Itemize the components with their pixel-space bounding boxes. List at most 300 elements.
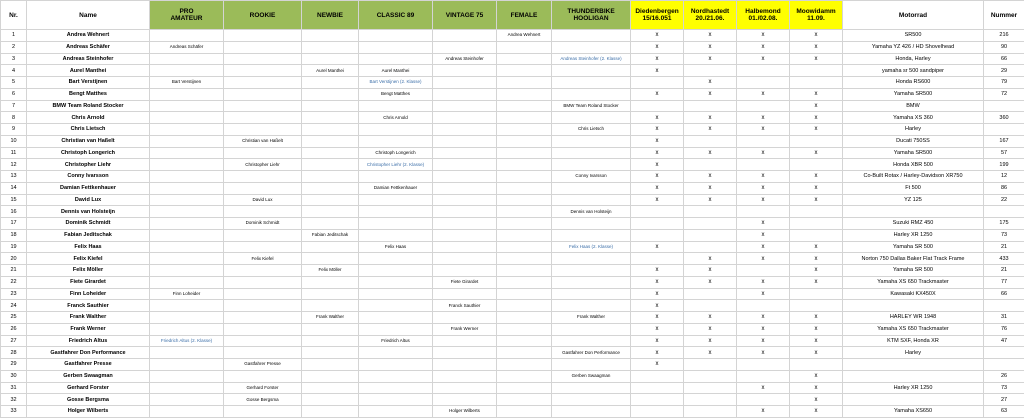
event-nordhastedt-cell: x <box>684 88 737 100</box>
event-nordhastedt-cell: x <box>684 77 737 89</box>
motorcycle-cell: YZ 125 <box>843 194 984 206</box>
class-thunderbike-hooligan-cell <box>552 323 631 335</box>
row-number-cell: 3 <box>1 53 27 65</box>
event-nordhastedt-cell: x <box>684 124 737 136</box>
event-halbemond-cell: x <box>737 147 790 159</box>
event-moowidamm-cell: x <box>790 265 843 277</box>
header-pro-amateur: PRO AMATEUR <box>150 1 224 30</box>
table-row <box>1 41 1024 53</box>
event-moowidamm-cell: x <box>790 100 843 112</box>
start-number-cell <box>984 100 1024 112</box>
event-halbemond-cell: x <box>737 194 790 206</box>
motorcycle-cell: Harley <box>843 124 984 136</box>
event-nordhastedt-cell: x <box>684 30 737 42</box>
class-thunderbike-hooligan-cell <box>552 253 631 265</box>
class-pro-amateur-cell <box>150 182 224 194</box>
event-diedenbergen-cell <box>631 100 684 112</box>
event-nordhastedt-cell <box>684 241 737 253</box>
start-number-cell: 31 <box>984 312 1024 324</box>
row-number-cell: 18 <box>1 229 27 241</box>
class-pro-amateur-cell <box>150 241 224 253</box>
rider-name-cell: Frank Walther <box>27 312 150 324</box>
table-row <box>1 265 1024 277</box>
event-nordhastedt-cell <box>684 406 737 418</box>
class-female-cell <box>497 206 552 218</box>
row-number-cell: 12 <box>1 159 27 171</box>
event-halbemond-cell <box>737 359 790 371</box>
table-row <box>1 147 1024 159</box>
table-row <box>1 100 1024 112</box>
class-female-cell <box>497 406 552 418</box>
motorcycle-cell: Yamaha XS 360 <box>843 112 984 124</box>
event-nordhastedt-cell <box>684 229 737 241</box>
class-pro-amateur-cell <box>150 323 224 335</box>
event-diedenbergen-cell: x <box>631 359 684 371</box>
motorcycle-cell: Co-Built Rotax / Harley-Davidson XR750 <box>843 171 984 183</box>
class-thunderbike-hooligan-cell <box>552 88 631 100</box>
class-newbie-cell <box>302 253 359 265</box>
class-pro-amateur-cell <box>150 112 224 124</box>
class-vintage-75-cell <box>433 359 497 371</box>
start-number-cell: 175 <box>984 218 1024 230</box>
class-thunderbike-hooligan-cell <box>552 194 631 206</box>
class-thunderbike-hooligan-cell <box>552 382 631 394</box>
class-vintage-75-cell <box>433 382 497 394</box>
row-number-cell: 6 <box>1 88 27 100</box>
class-classic-89-cell <box>359 288 433 300</box>
event-diedenbergen-cell: x <box>631 194 684 206</box>
event-halbemond-cell: x <box>737 53 790 65</box>
class-vintage-75-cell <box>433 77 497 89</box>
row-number-cell: 32 <box>1 394 27 406</box>
event-diedenbergen-cell: x <box>631 300 684 312</box>
class-pro-amateur-cell <box>150 53 224 65</box>
header-vintage-75: VINTAGE 75 <box>433 1 497 30</box>
class-rookie-cell <box>224 88 302 100</box>
rider-name-cell: Aurel Manthei <box>27 65 150 77</box>
event-halbemond-cell: x <box>737 288 790 300</box>
class-classic-89-cell <box>359 135 433 147</box>
start-number-cell: 199 <box>984 159 1024 171</box>
rider-name-cell: Chris Lietsch <box>27 124 150 136</box>
event-nordhastedt-cell: x <box>684 312 737 324</box>
class-female-cell <box>497 312 552 324</box>
class-thunderbike-hooligan-cell: Conny Ivarsson <box>552 171 631 183</box>
event-halbemond-cell: x <box>737 112 790 124</box>
event-halbemond-cell <box>737 394 790 406</box>
event-diedenbergen-cell: x <box>631 276 684 288</box>
class-newbie-cell <box>302 41 359 53</box>
motorcycle-cell: Yamaha SR 500 <box>843 241 984 253</box>
rider-name-cell: Bengt Matthes <box>27 88 150 100</box>
event-moowidamm-cell: x <box>790 53 843 65</box>
event-moowidamm-cell: x <box>790 382 843 394</box>
class-rookie-cell <box>224 265 302 277</box>
event-diedenbergen-cell <box>631 229 684 241</box>
motorcycle-cell: HARLEY WR 1948 <box>843 312 984 324</box>
class-pro-amateur-cell <box>150 406 224 418</box>
event-moowidamm-cell: x <box>790 335 843 347</box>
event-diedenbergen-cell: x <box>631 171 684 183</box>
event-diedenbergen-cell <box>631 406 684 418</box>
class-pro-amateur-cell <box>150 135 224 147</box>
class-vintage-75-cell <box>433 347 497 359</box>
class-newbie-cell <box>302 241 359 253</box>
row-number-cell: 21 <box>1 265 27 277</box>
event-nordhastedt-cell: x <box>684 253 737 265</box>
class-vintage-75-cell <box>433 312 497 324</box>
row-number-cell: 7 <box>1 100 27 112</box>
class-newbie-cell <box>302 323 359 335</box>
class-newbie-cell <box>302 276 359 288</box>
motorcycle-cell: Harley <box>843 347 984 359</box>
class-rookie-cell: Gastfahrer Presse <box>224 359 302 371</box>
class-pro-amateur-cell <box>150 347 224 359</box>
start-number-cell: 27 <box>984 394 1024 406</box>
start-number-cell: 47 <box>984 335 1024 347</box>
class-female-cell: Andrea Wehnert <box>497 30 552 42</box>
table-row <box>1 229 1024 241</box>
class-newbie-cell: Fabian Jeditschak <box>302 229 359 241</box>
class-vintage-75-cell <box>433 124 497 136</box>
class-thunderbike-hooligan-cell <box>552 147 631 159</box>
event-halbemond-cell <box>737 370 790 382</box>
class-newbie-cell <box>302 300 359 312</box>
event-diedenbergen-cell: x <box>631 288 684 300</box>
class-rookie-cell <box>224 53 302 65</box>
event-halbemond-cell: x <box>737 323 790 335</box>
rider-name-cell: Gerben Swaagman <box>27 370 150 382</box>
class-newbie-cell <box>302 394 359 406</box>
motorcycle-cell: Yamaha SR 500 <box>843 265 984 277</box>
row-number-cell: 17 <box>1 218 27 230</box>
motorcycle-cell: Honda XBR 500 <box>843 159 984 171</box>
event-nordhastedt-cell: x <box>684 147 737 159</box>
row-number-cell: 24 <box>1 300 27 312</box>
class-vintage-75-cell <box>433 206 497 218</box>
class-female-cell <box>497 100 552 112</box>
event-halbemond-cell: x <box>737 171 790 183</box>
class-newbie-cell <box>302 218 359 230</box>
class-rookie-cell: Felix Kiefel <box>224 253 302 265</box>
class-vintage-75-cell <box>433 194 497 206</box>
class-pro-amateur-cell <box>150 276 224 288</box>
event-nordhastedt-cell: x <box>684 276 737 288</box>
class-thunderbike-hooligan-cell <box>552 276 631 288</box>
table-row <box>1 300 1024 312</box>
row-number-cell: 33 <box>1 406 27 418</box>
class-newbie-cell <box>302 347 359 359</box>
class-classic-89-cell <box>359 53 433 65</box>
class-pro-amateur-cell <box>150 359 224 371</box>
rider-name-cell: Christian van Haßelt <box>27 135 150 147</box>
class-female-cell <box>497 323 552 335</box>
event-moowidamm-cell: x <box>790 112 843 124</box>
class-classic-89-cell <box>359 194 433 206</box>
class-classic-89-cell: Aurel Manthei <box>359 65 433 77</box>
class-newbie-cell <box>302 194 359 206</box>
start-number-cell: 90 <box>984 41 1024 53</box>
class-female-cell <box>497 370 552 382</box>
class-classic-89-cell <box>359 206 433 218</box>
event-moowidamm-cell: x <box>790 394 843 406</box>
class-classic-89-cell <box>359 41 433 53</box>
start-number-cell: 167 <box>984 135 1024 147</box>
class-newbie-cell <box>302 77 359 89</box>
class-pro-amateur-cell <box>150 88 224 100</box>
rider-name-cell: Friedrich Altus <box>27 335 150 347</box>
class-rookie-cell <box>224 206 302 218</box>
rider-name-cell: Dennis van Holsteijn <box>27 206 150 218</box>
class-thunderbike-hooligan-cell <box>552 218 631 230</box>
event-nordhastedt-cell <box>684 159 737 171</box>
class-female-cell <box>497 335 552 347</box>
event-halbemond-cell <box>737 206 790 218</box>
motorcycle-cell: Ft 500 <box>843 182 984 194</box>
table-row <box>1 159 1024 171</box>
class-pro-amateur-cell <box>150 124 224 136</box>
class-thunderbike-hooligan-cell <box>552 30 631 42</box>
class-newbie-cell <box>302 159 359 171</box>
class-female-cell <box>497 218 552 230</box>
event-halbemond-cell: x <box>737 182 790 194</box>
class-female-cell <box>497 135 552 147</box>
row-number-cell: 23 <box>1 288 27 300</box>
start-number-cell: 22 <box>984 194 1024 206</box>
class-pro-amateur-cell <box>150 218 224 230</box>
event-halbemond-cell: x <box>737 124 790 136</box>
start-number-cell: 360 <box>984 112 1024 124</box>
table-row <box>1 347 1024 359</box>
class-pro-amateur-cell <box>150 312 224 324</box>
motorcycle-cell <box>843 394 984 406</box>
event-moowidamm-cell <box>790 359 843 371</box>
class-rookie-cell <box>224 323 302 335</box>
class-newbie-cell <box>302 147 359 159</box>
motorcycle-cell: Honda RS600 <box>843 77 984 89</box>
class-rookie-cell <box>224 41 302 53</box>
event-nordhastedt-cell <box>684 382 737 394</box>
motorcycle-cell: Harley XR 1250 <box>843 229 984 241</box>
class-classic-89-cell: Friedrich Altus <box>359 335 433 347</box>
event-nordhastedt-cell: x <box>684 112 737 124</box>
event-moowidamm-cell: x <box>790 347 843 359</box>
event-moowidamm-cell <box>790 206 843 218</box>
rider-name-cell: Andrea Wehnert <box>27 30 150 42</box>
header-female: FEMALE <box>497 1 552 30</box>
table-row <box>1 30 1024 42</box>
event-moowidamm-cell <box>790 65 843 77</box>
class-vintage-75-cell <box>433 65 497 77</box>
event-moowidamm-cell <box>790 218 843 230</box>
row-number-cell: 13 <box>1 171 27 183</box>
event-diedenbergen-cell: x <box>631 335 684 347</box>
event-diedenbergen-cell <box>631 77 684 89</box>
class-classic-89-cell: Chris Arnold <box>359 112 433 124</box>
event-halbemond-cell: x <box>737 88 790 100</box>
event-moowidamm-cell <box>790 300 843 312</box>
motorcycle-cell: Honda, Harley <box>843 53 984 65</box>
event-nordhastedt-cell: x <box>684 347 737 359</box>
class-rookie-cell <box>224 406 302 418</box>
class-rookie-cell: Gosse Bergsma <box>224 394 302 406</box>
event-nordhastedt-cell: x <box>684 194 737 206</box>
class-female-cell <box>497 159 552 171</box>
event-diedenbergen-cell: x <box>631 323 684 335</box>
class-vintage-75-cell <box>433 288 497 300</box>
event-moowidamm-cell <box>790 135 843 147</box>
class-thunderbike-hooligan-cell <box>552 300 631 312</box>
motorcycle-cell: Yamaha XS650 <box>843 406 984 418</box>
table-row <box>1 359 1024 371</box>
start-number-cell: 29 <box>984 65 1024 77</box>
table-row <box>1 135 1024 147</box>
class-newbie-cell <box>302 100 359 112</box>
table-row <box>1 182 1024 194</box>
event-diedenbergen-cell: x <box>631 241 684 253</box>
start-number-cell: 12 <box>984 171 1024 183</box>
class-thunderbike-hooligan-cell <box>552 112 631 124</box>
class-newbie-cell <box>302 370 359 382</box>
class-classic-89-cell <box>359 253 433 265</box>
class-newbie-cell <box>302 171 359 183</box>
rider-name-cell: Felix Möller <box>27 265 150 277</box>
table-row <box>1 394 1024 406</box>
motorcycle-cell: Yamaha SR500 <box>843 147 984 159</box>
event-halbemond-cell <box>737 159 790 171</box>
row-number-cell: 26 <box>1 323 27 335</box>
class-rookie-cell <box>224 370 302 382</box>
class-female-cell <box>497 229 552 241</box>
event-moowidamm-cell: x <box>790 124 843 136</box>
motorcycle-cell: SR500 <box>843 30 984 42</box>
start-number-cell: 73 <box>984 382 1024 394</box>
class-classic-89-cell: Christoph Longerich <box>359 147 433 159</box>
table-row <box>1 53 1024 65</box>
row-number-cell: 28 <box>1 347 27 359</box>
class-rookie-cell <box>224 147 302 159</box>
class-rookie-cell <box>224 288 302 300</box>
start-number-cell: 216 <box>984 30 1024 42</box>
event-diedenbergen-cell <box>631 218 684 230</box>
class-classic-89-cell: Christopher Liehr (2. Klasse) <box>359 159 433 171</box>
event-nordhastedt-cell <box>684 206 737 218</box>
table-row <box>1 124 1024 136</box>
event-halbemond-cell: x <box>737 276 790 288</box>
header-diedenbergen: Diedenbergen 15/16.051 <box>631 1 684 30</box>
event-nordhastedt-cell <box>684 394 737 406</box>
class-rookie-cell <box>224 112 302 124</box>
class-female-cell <box>497 241 552 253</box>
event-nordhastedt-cell: x <box>684 323 737 335</box>
class-thunderbike-hooligan-cell: Felix Haas (2. Klasse) <box>552 241 631 253</box>
table-row <box>1 112 1024 124</box>
motorcycle-cell: Yamaha SR500 <box>843 88 984 100</box>
motorcycle-cell <box>843 300 984 312</box>
table-row <box>1 335 1024 347</box>
event-nordhastedt-cell <box>684 300 737 312</box>
event-diedenbergen-cell: x <box>631 53 684 65</box>
rider-name-cell: Andreas Steinhofer <box>27 53 150 65</box>
event-diedenbergen-cell: x <box>631 65 684 77</box>
class-female-cell <box>497 88 552 100</box>
class-vintage-75-cell <box>433 335 497 347</box>
table-row <box>1 241 1024 253</box>
header-thunderbike-hooligan: THUNDERBIKE HOOLIGAN <box>552 1 631 30</box>
rider-name-cell: Damian Fettkenhauer <box>27 182 150 194</box>
class-rookie-cell <box>224 65 302 77</box>
class-rookie-cell <box>224 124 302 136</box>
class-thunderbike-hooligan-cell: Gerben Swaagman <box>552 370 631 382</box>
event-halbemond-cell: x <box>737 41 790 53</box>
class-pro-amateur-cell <box>150 253 224 265</box>
class-thunderbike-hooligan-cell <box>552 265 631 277</box>
class-female-cell <box>497 347 552 359</box>
event-nordhastedt-cell <box>684 370 737 382</box>
row-number-cell: 20 <box>1 253 27 265</box>
event-diedenbergen-cell: x <box>631 159 684 171</box>
class-vintage-75-cell <box>433 171 497 183</box>
event-nordhastedt-cell: x <box>684 41 737 53</box>
class-classic-89-cell: Felix Haas <box>359 241 433 253</box>
event-moowidamm-cell: x <box>790 88 843 100</box>
rider-name-cell: Felix Haas <box>27 241 150 253</box>
start-number-cell <box>984 347 1024 359</box>
class-pro-amateur-cell <box>150 159 224 171</box>
class-thunderbike-hooligan-cell: Dennis van Holsteijn <box>552 206 631 218</box>
rider-name-cell: Bart Verstijnen <box>27 77 150 89</box>
header-newbie: NEWBIE <box>302 1 359 30</box>
class-newbie-cell <box>302 382 359 394</box>
class-pro-amateur-cell: Andreas Schäfer <box>150 41 224 53</box>
table-row <box>1 406 1024 418</box>
motorcycle-cell: Yamaha XS 650 Trackmaster <box>843 323 984 335</box>
motorcycle-cell: BMW <box>843 100 984 112</box>
class-thunderbike-hooligan-cell <box>552 159 631 171</box>
start-number-cell <box>984 359 1024 371</box>
event-moowidamm-cell: x <box>790 253 843 265</box>
rider-name-cell: Fiete Girardet <box>27 276 150 288</box>
class-pro-amateur-cell <box>150 370 224 382</box>
class-classic-89-cell <box>359 323 433 335</box>
class-female-cell <box>497 194 552 206</box>
class-newbie-cell: Frank Walther <box>302 312 359 324</box>
class-classic-89-cell <box>359 218 433 230</box>
class-newbie-cell: Felix Möller <box>302 265 359 277</box>
class-female-cell <box>497 41 552 53</box>
class-newbie-cell: Aurel Manthei <box>302 65 359 77</box>
class-classic-89-cell <box>359 30 433 42</box>
class-pro-amateur-cell <box>150 229 224 241</box>
row-number-cell: 5 <box>1 77 27 89</box>
class-thunderbike-hooligan-cell: Gastfahrer Don Performance <box>552 347 631 359</box>
table-row <box>1 276 1024 288</box>
class-thunderbike-hooligan-cell: Frank Walther <box>552 312 631 324</box>
start-number-cell: 79 <box>984 77 1024 89</box>
row-number-cell: 29 <box>1 359 27 371</box>
start-number-cell: 21 <box>984 265 1024 277</box>
start-number-cell <box>984 206 1024 218</box>
row-number-cell: 9 <box>1 124 27 136</box>
event-halbemond-cell: x <box>737 335 790 347</box>
class-female-cell <box>497 182 552 194</box>
event-diedenbergen-cell: x <box>631 265 684 277</box>
rider-name-cell: BMW Team Roland Stocker <box>27 100 150 112</box>
motorcycle-cell: Kawasaki KX450X <box>843 288 984 300</box>
class-rookie-cell <box>224 229 302 241</box>
class-pro-amateur-cell <box>150 30 224 42</box>
rider-name-cell: Gosse Bergsma <box>27 394 150 406</box>
